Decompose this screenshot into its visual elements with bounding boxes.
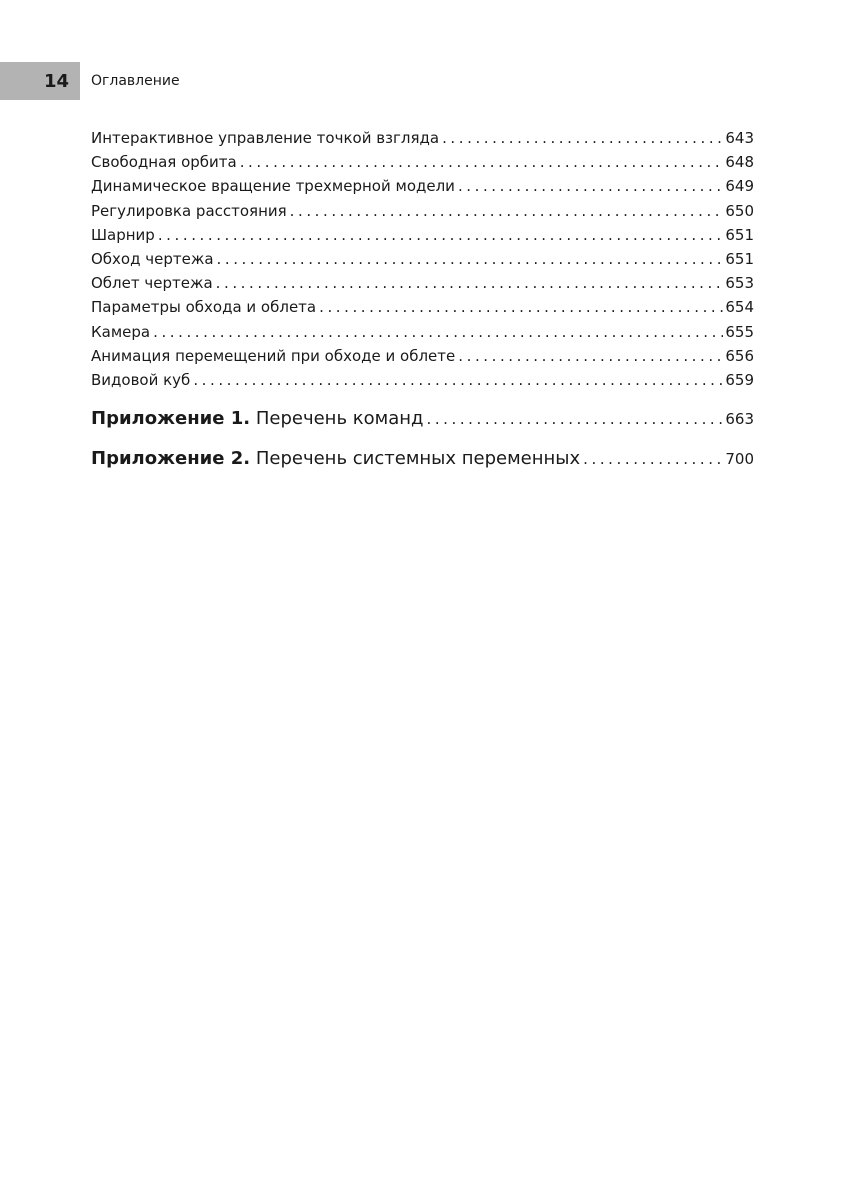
toc-entry[interactable] <box>91 126 754 150</box>
toc-appendix-title <box>91 407 423 431</box>
dot-leader <box>216 271 724 295</box>
toc-entry-title: Видовой куб <box>91 370 191 389</box>
dot-leader <box>290 199 724 223</box>
dot-leader <box>153 320 723 344</box>
dot-leader <box>426 407 723 431</box>
dot-leader <box>442 126 723 150</box>
toc-entry[interactable] <box>91 368 754 392</box>
page-number: 14 <box>0 62 80 100</box>
toc-entry-page: 656 <box>725 346 754 365</box>
running-header <box>0 62 180 100</box>
toc-entry[interactable] <box>91 223 754 247</box>
toc-appendix-page: 663 <box>725 410 754 429</box>
toc-entry-title: Интерактивное управление точкой взгляда <box>91 129 440 147</box>
toc-entry[interactable] <box>91 295 754 319</box>
toc-appendix-page: 700 <box>725 450 754 469</box>
toc-entry[interactable] <box>91 320 754 344</box>
toc-entry-title: Шарнир <box>91 225 155 244</box>
running-title: Оглавление <box>91 73 180 89</box>
toc-appendix-title <box>91 447 580 471</box>
toc-entry-page: 659 <box>725 370 754 389</box>
toc-appendix-entry[interactable] <box>91 447 754 471</box>
toc-entry-page: 654 <box>725 298 754 317</box>
dot-leader <box>158 223 724 247</box>
toc-entry-title: Параметры обхода и облета <box>91 298 317 317</box>
dot-leader <box>319 295 723 319</box>
table-of-contents <box>91 126 754 471</box>
toc-entry-page: 651 <box>725 249 754 268</box>
toc-entry-title: Свободная орбита <box>91 153 237 172</box>
toc-entry[interactable] <box>91 247 754 271</box>
toc-entry-page: 650 <box>725 201 754 220</box>
toc-entry[interactable] <box>91 174 754 198</box>
toc-entry-page: 648 <box>725 153 754 172</box>
toc-entry[interactable] <box>91 344 754 368</box>
dot-leader <box>240 150 724 174</box>
toc-entry-title: Обход чертежа <box>91 249 214 268</box>
dot-leader <box>193 368 723 392</box>
toc-entry-page: 655 <box>725 322 754 341</box>
appendix-title: Перечень команд <box>255 408 424 430</box>
appendix-title: Перечень системных переменных <box>255 448 581 470</box>
appendix-label: Приложение 2. <box>91 448 251 470</box>
dot-leader <box>458 174 723 198</box>
dot-leader <box>583 447 723 471</box>
appendix-label: Приложение 1. <box>91 408 251 430</box>
toc-entry-page: 649 <box>725 177 754 196</box>
toc-appendix-entry[interactable] <box>91 407 754 431</box>
toc-entry-page: 653 <box>725 274 754 293</box>
toc-entry-title: Камера <box>91 322 151 341</box>
toc-entry[interactable] <box>91 271 754 295</box>
dot-leader <box>458 344 723 368</box>
toc-entry-title: Облет чертежа <box>91 274 213 293</box>
toc-entry-page: 643 <box>725 129 754 147</box>
toc-entry-title: Регулировка расстояния <box>91 201 287 220</box>
toc-entry-title: Анимация перемещений при обходе и облете <box>91 346 456 365</box>
toc-entry-page: 651 <box>725 225 754 244</box>
toc-entry-title: Динамическое вращение трехмерной модели <box>91 177 455 196</box>
toc-entry[interactable] <box>91 150 754 174</box>
dot-leader <box>217 247 724 271</box>
toc-entry[interactable] <box>91 199 754 223</box>
